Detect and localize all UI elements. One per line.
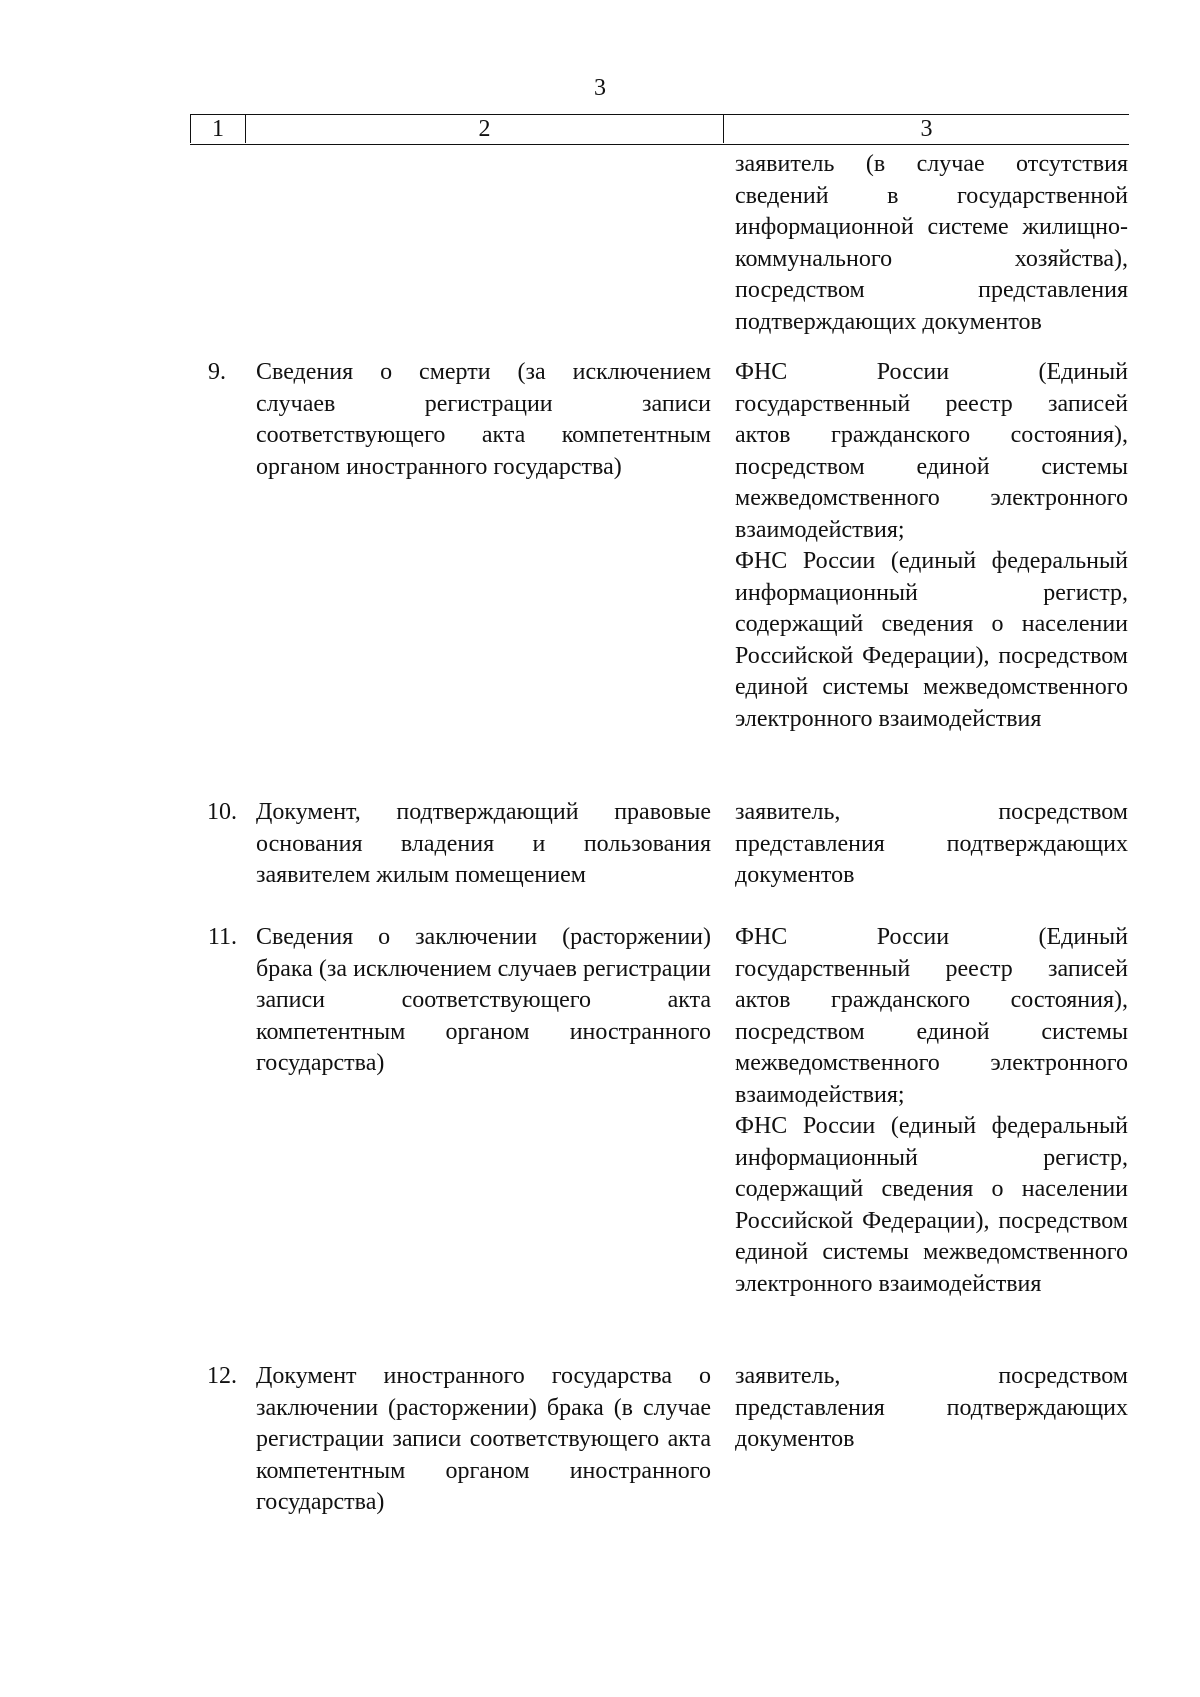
row-source-2: ФНС России (единый федеральный информационный регистр, содержащий сведения о населении Российской Федерации), посредством единой системы межведомственного электронного взаимодействия	[735, 1113, 1128, 1297]
row-number: 9.	[208, 359, 226, 385]
row-source: ФНС России (Единый государственный реестр записей актов гражданского состояния), посредством единой системы межведомственного электронного взаимодействия;	[735, 924, 1128, 1108]
row-source: заявитель, посредством представления подтверждающих документов	[735, 1363, 1128, 1452]
column-header-3: 3	[920, 116, 933, 142]
row-document: Документ иностранного государства о заключении (расторжении) брака (в случае регистрации записи соответствующего акта компетентным органом иностранного государства)	[256, 1363, 711, 1515]
continuation-source: заявитель (в случае отсутствия сведений в государственной информационной системе жилищно-коммунального хозяйства), посредством представления подтверждающих документов	[735, 151, 1128, 335]
page-number: 3	[594, 75, 606, 101]
row-document: Сведения о заключении (расторжении) брака (за исключением случаев регистрации записи соответствующего акта компетентным органом иностранного государства)	[256, 924, 711, 1076]
table-header	[190, 114, 1129, 145]
row-number: 12.	[207, 1363, 237, 1389]
row-document: Документ, подтверждающий правовые основания владения и пользования заявителем жилым помещением	[256, 799, 711, 888]
row-document: Сведения о смерти (за исключением случаев регистрации записи соответствующего акта компетентным органом иностранного государства)	[256, 359, 711, 480]
column-header-1: 1	[190, 115, 246, 143]
row-source: ФНС России (Единый государственный реестр записей актов гражданского состояния), посредством единой системы межведомственного электронного взаимодействия;	[735, 359, 1128, 543]
row-source: заявитель, посредством представления подтверждающих документов	[735, 799, 1128, 888]
row-number: 11.	[207, 924, 237, 950]
column-header-2: 2	[246, 115, 724, 143]
row-source-2: ФНС России (единый федеральный информационный регистр, содержащий сведения о населении Российской Федерации), посредством единой системы межведомственного электронного взаимодействия	[735, 548, 1128, 732]
row-number: 10.	[207, 799, 237, 825]
